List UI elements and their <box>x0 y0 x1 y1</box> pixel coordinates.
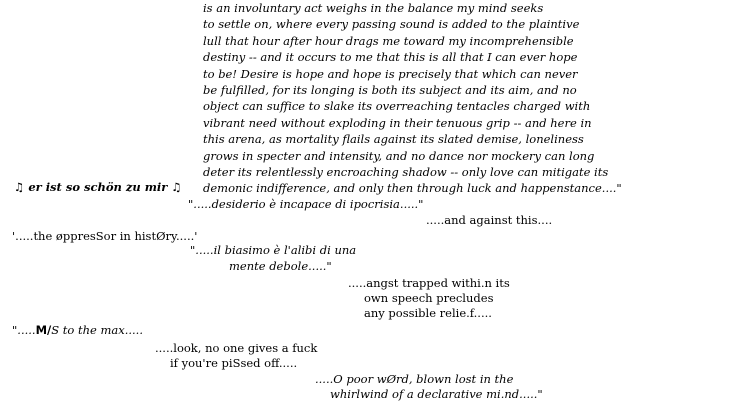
song-line: ♫ er ist so schön zu mir ♫ <box>14 180 182 194</box>
poem-line: vibrant need without exploding in their tenuous grip -- and here in <box>203 115 592 130</box>
ms-max-bold: M/ <box>35 323 52 337</box>
poem-line: to settle on, where every passing sound is added to the plaintive <box>203 17 580 32</box>
angst-line-1: .....angst trapped withi.n its <box>348 276 510 290</box>
look-line-1: .....look, no one gives a fuck <box>155 341 318 355</box>
look-line-2: if you're piSsed off..... <box>170 356 298 370</box>
biasimo-line-2: mente debole....." <box>229 259 332 273</box>
poem-line: grows in specter and intensity, and no dance nor mockery can long <box>203 148 595 163</box>
poor-word-line-2: whirlwind of a declarative mi.nd....." <box>330 387 543 401</box>
poem-line: to be! Desire is hope and hope is precisely that which can never <box>203 66 578 81</box>
ms-max-suffix: S to the max..... <box>51 323 143 337</box>
angst-line-3: any possible relie.f..... <box>364 306 492 320</box>
ms-max-quote <box>12 322 143 338</box>
poem-paragraph <box>203 0 622 197</box>
angst-line-2: own speech precludes <box>364 291 494 305</box>
poem-line: lull that hour after hour drags me toward my incomprehensible <box>203 33 574 48</box>
poem-line: object can suffice to slake its overreaching tentacles charged with <box>203 99 591 114</box>
poem-line: is an involuntary act weighs in the balance my mind seeks <box>203 1 544 15</box>
poor-word-line-1: .....O poor wØrd, blown lost in the <box>315 372 514 386</box>
poem-line: deter its relentlessly encroaching shadow -- only love can mitigate its <box>203 165 609 180</box>
against-this-text: .....and against this.... <box>426 213 553 227</box>
ms-max-prefix: "..... <box>12 323 36 337</box>
poem-line: destiny -- and it occurs to me that this is all that I can ever hope <box>203 50 578 65</box>
desiderio-quote: ".....desiderio è incapace di ipocrisia....." <box>188 197 424 211</box>
poem-line: be fulfilled, for its longing is both its subject and its aim, and no <box>203 83 577 98</box>
oppressor-quote: '.....the øppresSor in histØry.....' <box>12 229 198 243</box>
poem-line: this arena, as mortality flails against its slated demise, loneliness <box>203 132 584 147</box>
biasimo-line-1: ".....il biasimo è l'alibi di una <box>190 243 357 257</box>
poem-line: demonic indifference, and only then through luck and happenstance...." <box>203 181 622 196</box>
